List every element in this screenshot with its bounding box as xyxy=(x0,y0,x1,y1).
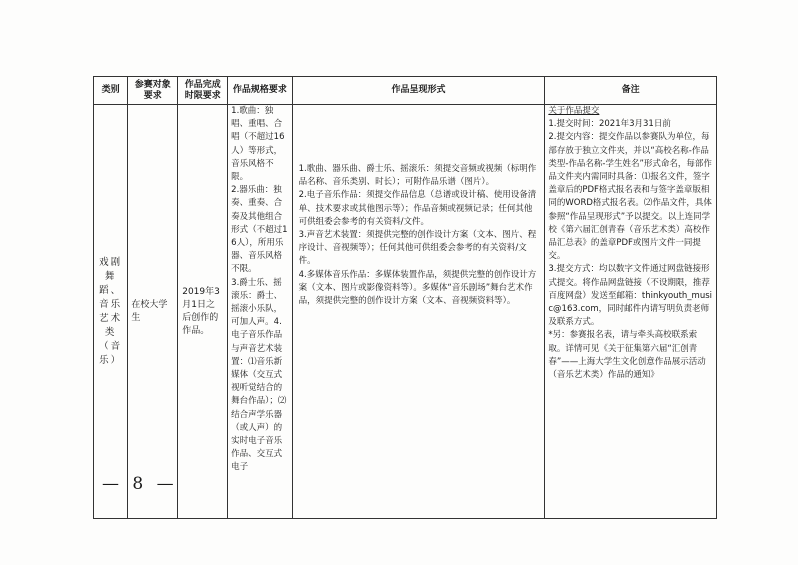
table-header-row xyxy=(94,77,717,105)
presentation-item-3: 3.声音艺术装置：须提供完整的创作设计方案（文本、图片、程序设计、音视频等）；任何其他可供组委会参考的有关资料/文件。 xyxy=(298,230,537,267)
cell-presentation xyxy=(292,105,545,519)
header-notes: 备注 xyxy=(545,77,717,105)
notes-heading: 关于作品提交 xyxy=(548,106,600,116)
requirements-table xyxy=(93,76,717,519)
cell-spec xyxy=(228,105,292,519)
header-deadline-requirement: 作品完成时限要求 xyxy=(178,77,228,105)
cell-notes xyxy=(545,105,717,519)
presentation-item-1: 1.歌曲、器乐曲、爵士乐、摇滚乐：须提交音频或视频（标明作品名称、音乐类别、时长）；可附作品乐谱（图片）。 xyxy=(298,164,537,188)
notes-text: 1.提交时间：2021年3月31日前 2.提交内容：提交作品以参赛队为单位，每部存放于独立文件夹，并以“高校名称-作品类型-作品名称-学生姓名”形式命名，每部作品文件夹内需同时具备：⑴报名文件，签字盖章后的PDF格式报名表和与签字盖章版相同的WORD格式报名表。⑵作品文件，具体参照“作品呈现形式”予以提交。以上连同学校《第六届汇创青春（音乐艺术类）高校作品汇总表》的盖章PDF或图片文件一同提交。 3.提交方式：均以数字文件通过网盘链接形式提交。将作品网盘链接（不设期限，推荐百度网盘）发送至邮箱：thinkyouth_music@163.com，同时邮件内请写明负责老师及联系方式。 *另：参赛报名表，请与牵头高校联系索取。详情可见《关于征集第六届“汇创青春”——上海大学生文化创意作品展示活动（音乐艺术类）作品的通知》 xyxy=(548,119,712,381)
presentation-item-4: 4.多媒体音乐作品：多媒体装置作品，须提供完整的创作设计方案（文本、图片或影像资料等）。多媒体“音乐剧场”舞台艺术作品，须提供完整的创作设计方案（文本、音视频资料等）。 xyxy=(298,269,537,307)
header-category: 类别 xyxy=(94,77,128,105)
cell-category: 戏剧舞蹈、音乐艺术类（音乐） xyxy=(94,105,128,519)
header-presentation-form: 作品呈现形式 xyxy=(292,77,545,105)
cell-deadline: 2019年3月1日之后创作的作品。 xyxy=(178,105,228,519)
presentation-item-2: 2.电子音乐作品：须提交作品信息（总谱或设计稿、使用设备清单、技术要求或其他图示等）；作品音频或视频记录；任何其他可供组委会参考的有关资料/文件。 xyxy=(298,190,537,227)
cell-target: 在校大学生 xyxy=(128,105,178,519)
header-spec-requirement: 作品规格要求 xyxy=(228,77,292,105)
spec-text: 1.歌曲：独唱、重唱、合唱（不超过16人）等形式，音乐风格不限。 2.器乐曲：独奏、重奏、合奏及其他组合形式（不超过16人），所用乐器、音乐风格不限。 3.爵士乐、摇滚乐：爵士、摇滚小乐队，可加人声。4.电子音乐作品与声音艺术装置：⑴音乐新媒体（交互式视听觉结合的舞台作品）；⑵结合声学乐器（或人声）的实时电子音乐作品、交互式电子 xyxy=(231,106,288,473)
header-participant-requirement: 参赛对象要求 xyxy=(128,77,178,105)
page-number: — 8 — xyxy=(102,474,178,494)
table-row xyxy=(94,105,717,519)
